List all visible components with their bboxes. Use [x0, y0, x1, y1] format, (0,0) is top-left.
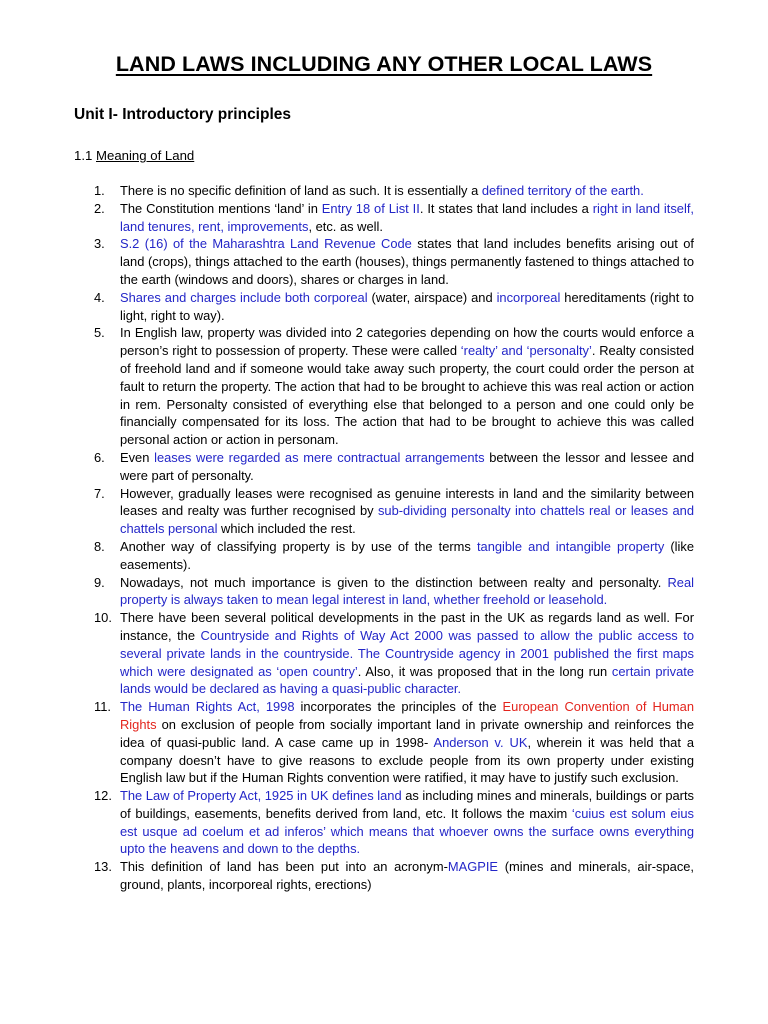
list-item-text: . Realty consisted of freehold land and if someone would take away such property, the court could order the person at fault to return the property. The action that had to be brought to achieve this was real action or action in rem. Personalty consisted of everything else that belonged to a person and one could only be financially compensated for its loss. The action that had to be brought to achieve this was called personal action or action in personam.: [120, 343, 694, 448]
highlighted-text: incorporeal: [496, 289, 561, 305]
list-item-text: This definition of land has been put into an acronym-: [120, 859, 448, 875]
list-item-text: There have been several political developments in the past in the UK as regards land as well. For instance, the: [120, 610, 694, 643]
list-item: [74, 538, 694, 574]
list-item-text: on exclusion of people from socially important land in private ownership and reinforces the idea of quasi-public land. A case came up in 1998-: [120, 716, 694, 750]
section-number: 1.1: [74, 148, 96, 163]
list-item: [74, 449, 694, 485]
list-item: [74, 324, 694, 449]
highlighted-text: ‘cuius est solum eius est usque ad coelum et ad inferos’ which means that whoever owns the surface owns everything upto the heavens and down to the depths.: [120, 805, 694, 857]
list-item-text: , etc. as well.: [308, 218, 383, 234]
definition-list: [74, 182, 694, 894]
list-item: [74, 609, 694, 698]
highlighted-text: right in land itself, land tenures, rent, improvements: [120, 200, 695, 234]
highlighted-text: The Human Rights Act, 1998: [120, 699, 295, 715]
highlighted-text: European Convention of Human Rights: [120, 699, 694, 732]
list-item: [74, 698, 694, 787]
list-item-number: 13.: [94, 859, 112, 875]
highlighted-text: leases were regarded as mere contractual arrangements: [154, 449, 485, 465]
list-item-number: 2.: [94, 200, 105, 216]
highlighted-text: The Law of Property Act, 1925 in UK defines land: [120, 788, 402, 804]
list-item: [74, 858, 694, 894]
highlighted-text: sub-dividing personalty into chattels real or leases and chattels personal: [120, 503, 694, 537]
highlighted-text: tangible and intangible property: [476, 538, 665, 554]
list-item-text: as including mines and minerals, buildings or parts of buildings, easements, benefits derived from land, etc. It follows the maxim: [120, 788, 694, 821]
list-item-number: 11.: [94, 699, 111, 715]
list-item-text: states that land includes benefits arising out of land (crops), things attached to the earth (houses), things permanently fastened to things attached to the earth (windows and doors), shares or charges in land.: [120, 236, 694, 287]
list-item-text: . It states that land includes a: [419, 200, 593, 216]
list-item-number: 1.: [94, 183, 105, 198]
section-title: Meaning of Land: [96, 148, 195, 163]
list-item: [74, 485, 694, 538]
list-item-text: (mines and minerals, air-space, ground, plants, incorporeal rights, erections): [120, 859, 695, 893]
list-item: [74, 289, 694, 325]
list-item-text: The Constitution mentions ‘land’ in: [120, 200, 322, 216]
list-item-number: 4.: [94, 289, 105, 305]
list-item-number: 8.: [94, 538, 105, 554]
highlighted-text: certain private lands would be declared as having a quasi-public character.: [120, 663, 695, 697]
list-item-number: 10.: [94, 610, 112, 626]
list-item: [74, 235, 694, 288]
list-item-text: There is no specific definition of land as such. It is essentially a: [120, 183, 482, 198]
list-item-text: , wherein it was held that a company doesn’t have to give reasons to exclude people from its own property under existing English law but if the Human Rights convention were ratified, it may have to justify such exclusion.: [120, 734, 694, 786]
list-item: [74, 200, 694, 236]
list-item-text: incorporates the principles of the: [294, 699, 503, 715]
highlighted-text: Countryside and Rights of Way Act 2000 was passed to allow the public access to several private lands in the countryside. The Countryside agency in 2001 published the first maps which were designated as ‘open country’: [120, 627, 694, 679]
list-item: [74, 182, 694, 200]
list-item-text: Nowadays, not much importance is given to the distinction between realty and personalty.: [120, 574, 668, 590]
list-item-text: between the lessor and lessee and were part of personalty.: [120, 449, 695, 483]
document-title: LAND LAWS INCLUDING ANY OTHER LOCAL LAWS: [115, 52, 653, 76]
list-item-number: 5.: [94, 325, 105, 341]
list-item-text: (water, airspace) and: [367, 289, 497, 305]
list-item: [74, 787, 694, 858]
section-heading: [74, 148, 194, 163]
highlighted-text: MAGPIE: [447, 859, 499, 875]
list-item-text: In English law, property was divided into 2 categories depending on how the courts would enforce a person’s right to possession of property. These were called: [120, 325, 694, 359]
highlighted-text: Anderson v. UK: [433, 734, 528, 750]
list-item-number: 9.: [94, 574, 105, 590]
list-item-text: which included the rest.: [217, 521, 356, 537]
list-item-number: 7.: [94, 485, 105, 501]
list-item-text: (like easements).: [120, 538, 695, 572]
highlighted-text: Shares and charges include both corporeal: [120, 289, 368, 305]
list-item-number: 3.: [94, 236, 105, 252]
list-item-text: . Also, it was proposed that in the long run: [357, 663, 612, 679]
list-item-number: 12.: [94, 788, 112, 804]
highlighted-text: Entry 18 of List II: [321, 200, 420, 216]
highlighted-text: S.2 (16) of the Maharashtra Land Revenue Code: [120, 236, 412, 252]
highlighted-text: ‘realty’ and ‘personalty’: [460, 343, 592, 359]
list-item-text: Even: [120, 449, 155, 465]
unit-heading: Unit I- Introductory principles: [74, 106, 292, 123]
list-item-text: hereditaments (right to light, right to way).: [120, 289, 694, 323]
list-item-number: 6.: [94, 449, 105, 465]
highlighted-text: Real property is always taken to mean legal interest in land, whether freehold or leasehold.: [120, 574, 694, 608]
list-item: [74, 574, 694, 610]
list-item-text: Another way of classifying property is by use of the terms: [120, 538, 477, 554]
list-item-text: However, gradually leases were recognised as genuine interests in land and the similarity between leases and realty was further recognised by: [120, 485, 694, 519]
highlighted-text: defined territory of the earth.: [481, 183, 644, 198]
